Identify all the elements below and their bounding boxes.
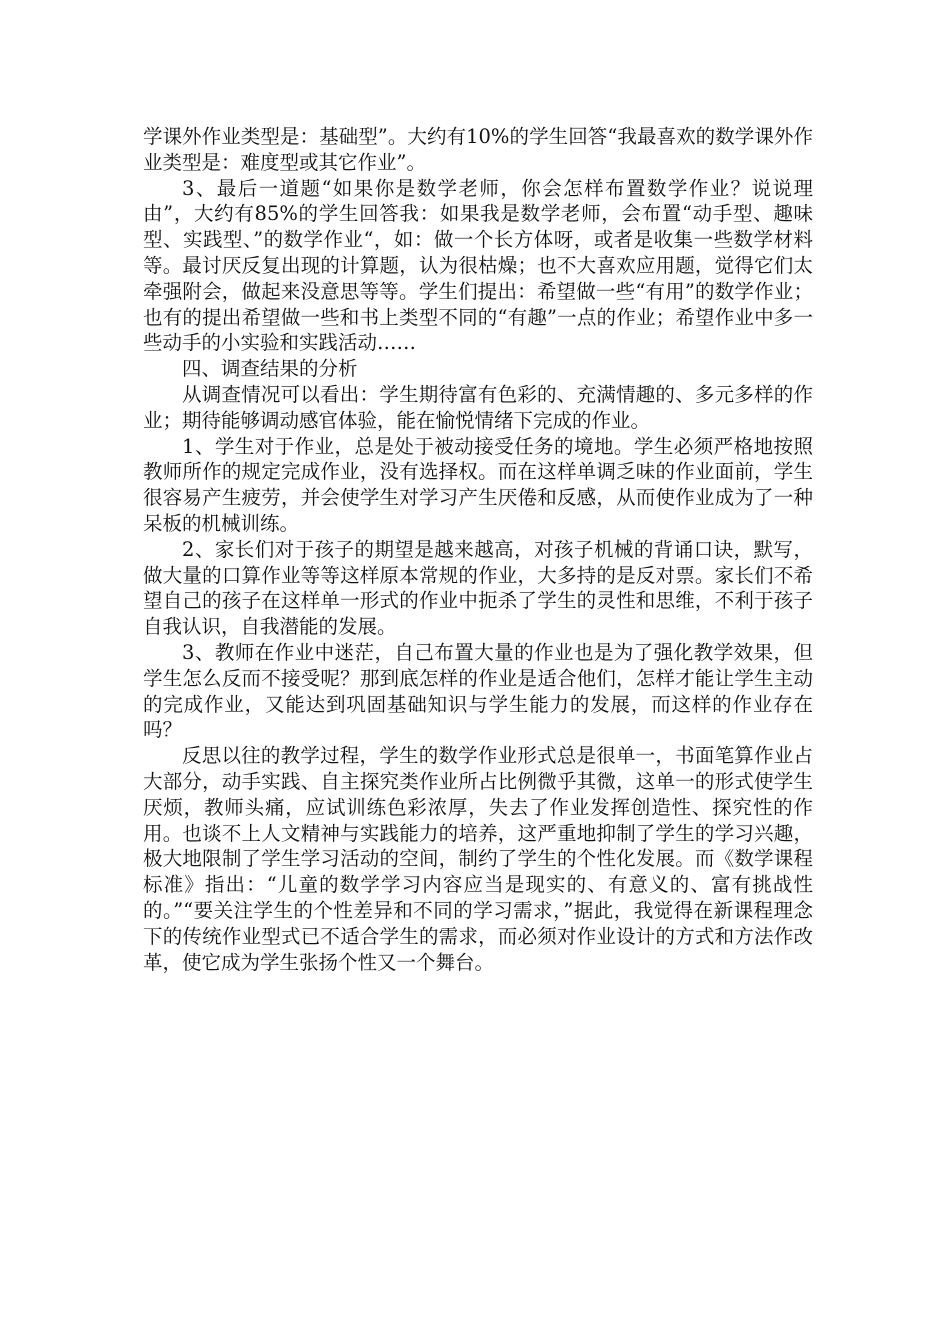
- paragraph-reflection: 反思以往的教学过程，学生的数学作业形式总是很单一，书面笔算作业占大部分，动手实践、自主探究类作业所占比例微乎其微，这单一的形式使学生厌烦，教师头痛，应试训练色彩浓厚，失去了作业发挥创造性、探究性的作用。也谈不上人文精神与实践能力的培养，这严重地抑制了学生的学习兴趣，极大地限制了学生学习活动的空间，制约了学生的个性化发展。而《数学课程标准》指出：“儿童的数学学习内容应当是现实的、有意义的、富有挑战性的。”“要关注学生的个性差异和不同的学习需求，”据此，我觉得在新课程理念下的传统作业型式已不适合学生的需求，而必须对作业设计的方式和方法作改革，使它成为学生张扬个性又一个舞台。: [143, 744, 813, 974]
- paragraph-summary: 从调查情况可以看出：学生期待富有色彩的、充满情趣的、多元多样的作业；期待能够调动感官体验，能在愉悦情绪下完成的作业。: [143, 382, 813, 432]
- paragraph-continuation: 学课外作业类型是：基础型”。大约有10%的学生回答“我最喜欢的数学课外作业类型是：难度型或其它作业”。: [143, 125, 813, 174]
- paragraph-point-1: 1、学生对于作业，总是处于被动接受任务的境地。学生必须严格地按照教师所作的规定完成作业，没有选择权。而在这样单调乏味的作业面前，学生很容易产生疲劳，并会使学生对学习产生厌倦和反感，从而使作业成为了一种呆板的机械训练。: [143, 434, 813, 535]
- paragraph-point-3: 3、教师在作业中迷茫，自己布置大量的作业也是为了强化教学效果，但学生怎么反而不接受呢？那到底怎样的作业是适合他们，怎样才能让学生主动的完成作业，又能达到巩固基础知识与学生能力的发展，而这样的作业存在吗？: [143, 640, 813, 742]
- paragraph-question-3: 3、最后一道题“如果你是数学老师，你会怎样布置数学作业？说说理由”，大约有85%的学生回答我：如果我是数学老师，会布置“动手型、趣味型、实践型、”的数学作业“，如：做一个长方体呀，或者是收集一些数学材料等。最讨厌反复出现的计算题，认为很枯燥；也不大喜欢应用题，觉得它们太牵强附会，做起来没意思等等。学生们提出：希望做一些“有用”的数学作业；也有的提出希望做一些和书上类型不同的“有趣”一点的作业；希望作业中多一些动手的小实验和实践活动……: [143, 176, 813, 355]
- section-heading-analysis: 四、调查结果的分析: [182, 357, 358, 381]
- document-body: [143, 124, 813, 975]
- paragraph-point-2: 2、家长们对于孩子的期望是越来越高，对孩子机械的背诵口诀，默写，做大量的口算作业等等这样原本常规的作业，大多持的是反对票。家长们不希望自己的孩子在这样单一形式的作业中扼杀了学生的灵性和思维，不利于孩子自我认识，自我潜能的发展。: [143, 537, 813, 639]
